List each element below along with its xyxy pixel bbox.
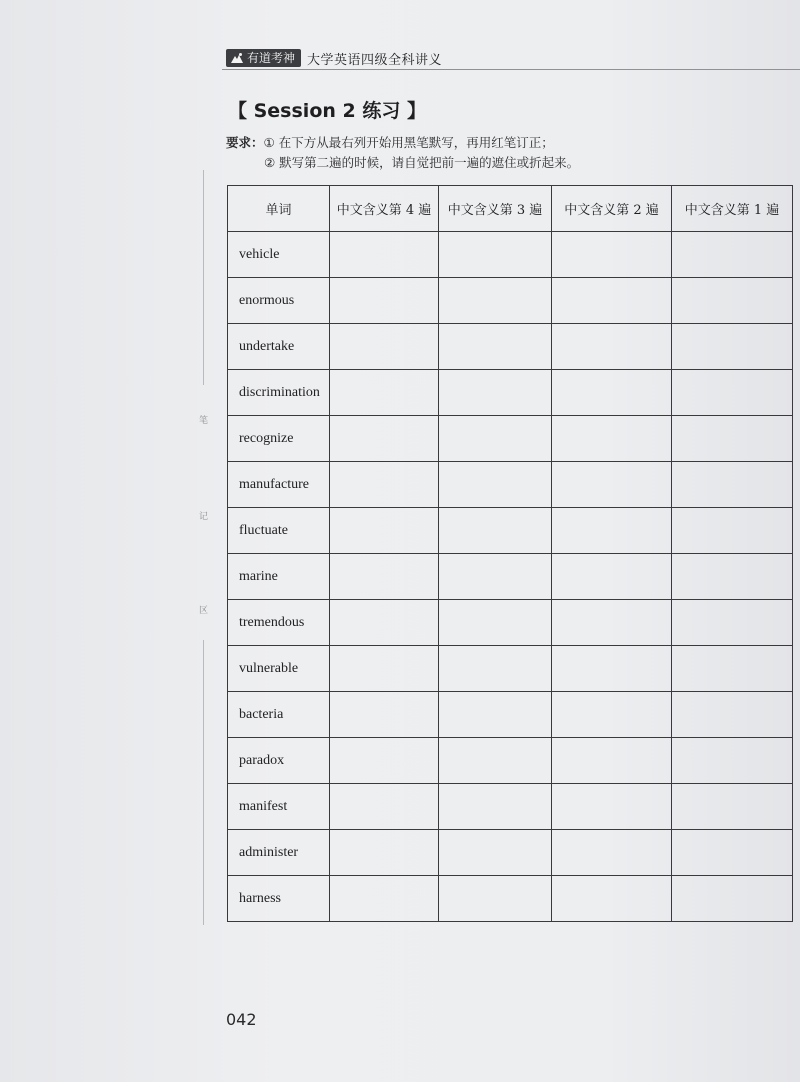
meaning-pass-3-cell[interactable] [439,462,552,508]
meaning-pass-1-cell[interactable] [672,462,793,508]
meaning-pass-1-cell[interactable] [672,324,793,370]
table-row [228,370,793,416]
meaning-pass-2-cell[interactable] [552,554,672,600]
book-title: 大学英语四级全科讲义 [307,52,443,68]
instruction-step-2: ② 默写第二遍的时候，请自觉把前一遍的遮住或折起来。 [264,155,580,170]
meaning-pass-2-cell[interactable] [552,646,672,692]
meaning-pass-1-cell[interactable] [672,508,793,554]
header-meaning-pass-2: 中文含义第 2 遍 [552,186,672,232]
meaning-pass-4-cell[interactable] [330,508,439,554]
word-cell: marine [228,554,330,600]
meaning-pass-1-cell[interactable] [672,554,793,600]
table-row [228,646,793,692]
word-cell: bacteria [228,692,330,738]
instruction-label: 要求： [226,135,264,150]
brand-badge [226,49,301,67]
meaning-pass-4-cell[interactable] [330,462,439,508]
notes-margin-char-3: 区 [199,606,209,616]
meaning-pass-3-cell[interactable] [439,554,552,600]
meaning-pass-4-cell[interactable] [330,646,439,692]
word-cell: paradox [228,738,330,784]
meaning-pass-4-cell[interactable] [330,370,439,416]
header-word: 单词 [228,186,330,232]
meaning-pass-1-cell[interactable] [672,646,793,692]
table-row [228,692,793,738]
meaning-pass-1-cell[interactable] [672,784,793,830]
meaning-pass-4-cell[interactable] [330,830,439,876]
meaning-pass-3-cell[interactable] [439,416,552,462]
meaning-pass-1-cell[interactable] [672,830,793,876]
word-cell: harness [228,876,330,922]
meaning-pass-2-cell[interactable] [552,784,672,830]
meaning-pass-4-cell[interactable] [330,876,439,922]
meaning-pass-3-cell[interactable] [439,738,552,784]
word-cell: tremendous [228,600,330,646]
instructions [226,133,579,173]
notes-margin-char-1: 笔 [199,416,209,426]
header-divider [222,69,800,70]
header-meaning-pass-4: 中文含义第 4 遍 [330,186,439,232]
vocabulary-table [227,185,793,922]
notes-margin-rule-bottom [203,640,204,925]
meaning-pass-3-cell[interactable] [439,876,552,922]
header-meaning-pass-1: 中文含义第 1 遍 [672,186,793,232]
brand-logo-icon [230,52,244,64]
notes-margin-char-2: 记 [199,512,209,522]
meaning-pass-1-cell[interactable] [672,278,793,324]
table-row [228,830,793,876]
instruction-line-1 [226,133,579,153]
table-header-row [228,186,793,232]
word-cell: undertake [228,324,330,370]
meaning-pass-3-cell[interactable] [439,600,552,646]
section-title: 【 Session 2 练习 】 [228,100,426,122]
meaning-pass-3-cell[interactable] [439,830,552,876]
table-row [228,738,793,784]
word-cell: discrimination [228,370,330,416]
word-cell: recognize [228,416,330,462]
table-row [228,278,793,324]
meaning-pass-2-cell[interactable] [552,600,672,646]
meaning-pass-2-cell[interactable] [552,692,672,738]
meaning-pass-2-cell[interactable] [552,416,672,462]
table-row [228,554,793,600]
page-header [226,48,442,68]
table-row [228,462,793,508]
meaning-pass-1-cell[interactable] [672,416,793,462]
meaning-pass-4-cell[interactable] [330,600,439,646]
meaning-pass-3-cell[interactable] [439,324,552,370]
meaning-pass-1-cell[interactable] [672,738,793,784]
meaning-pass-1-cell[interactable] [672,692,793,738]
meaning-pass-4-cell[interactable] [330,232,439,278]
word-cell: manufacture [228,462,330,508]
table-row [228,784,793,830]
meaning-pass-4-cell[interactable] [330,784,439,830]
meaning-pass-2-cell[interactable] [552,232,672,278]
meaning-pass-2-cell[interactable] [552,324,672,370]
table-row [228,508,793,554]
meaning-pass-2-cell[interactable] [552,370,672,416]
meaning-pass-3-cell[interactable] [439,784,552,830]
instruction-step-1: ① 在下方从最右列开始用黑笔默写，再用红笔订正； [263,135,554,150]
page-number: 042 [226,1010,257,1029]
meaning-pass-1-cell[interactable] [672,370,793,416]
table-row [228,600,793,646]
table-row [228,232,793,278]
meaning-pass-4-cell[interactable] [330,554,439,600]
header-meaning-pass-3: 中文含义第 3 遍 [439,186,552,232]
word-cell: enormous [228,278,330,324]
word-cell: administer [228,830,330,876]
meaning-pass-1-cell[interactable] [672,876,793,922]
word-cell: fluctuate [228,508,330,554]
meaning-pass-4-cell[interactable] [330,738,439,784]
meaning-pass-2-cell[interactable] [552,462,672,508]
meaning-pass-2-cell[interactable] [552,508,672,554]
meaning-pass-4-cell[interactable] [330,278,439,324]
meaning-pass-1-cell[interactable] [672,232,793,278]
meaning-pass-3-cell[interactable] [439,508,552,554]
meaning-pass-2-cell[interactable] [552,830,672,876]
meaning-pass-2-cell[interactable] [552,278,672,324]
meaning-pass-1-cell[interactable] [672,600,793,646]
table-row [228,876,793,922]
meaning-pass-3-cell[interactable] [439,278,552,324]
meaning-pass-4-cell[interactable] [330,324,439,370]
notes-margin-rule-top [203,170,204,385]
meaning-pass-3-cell[interactable] [439,646,552,692]
meaning-pass-2-cell[interactable] [552,738,672,784]
table-row [228,324,793,370]
table-row [228,416,793,462]
meaning-pass-3-cell[interactable] [439,232,552,278]
word-cell: vehicle [228,232,330,278]
meaning-pass-3-cell[interactable] [439,370,552,416]
word-cell: manifest [228,784,330,830]
brand-name: 有道考神 [247,51,296,65]
meaning-pass-4-cell[interactable] [330,416,439,462]
meaning-pass-3-cell[interactable] [439,692,552,738]
meaning-pass-2-cell[interactable] [552,876,672,922]
meaning-pass-4-cell[interactable] [330,692,439,738]
word-cell: vulnerable [228,646,330,692]
